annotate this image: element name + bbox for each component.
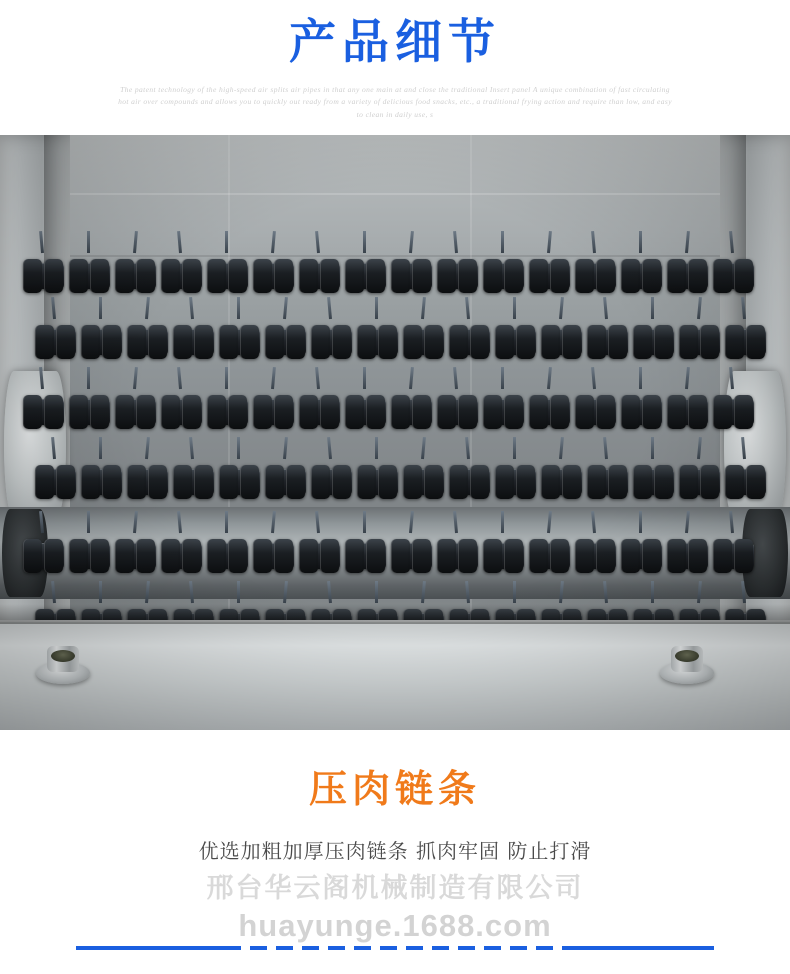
chain-link <box>574 527 618 583</box>
chain-roller <box>378 325 397 359</box>
chain-link <box>402 453 446 509</box>
chain-roller <box>458 395 477 429</box>
product-photo <box>0 135 790 730</box>
chain-spike <box>237 581 240 603</box>
chain-roller <box>228 539 247 573</box>
chain-link <box>632 453 676 509</box>
chain-link <box>724 453 768 509</box>
chain-link <box>712 247 756 303</box>
chain-roller <box>449 325 468 359</box>
chain-link <box>68 247 112 303</box>
chain-roller <box>35 465 54 499</box>
header-subtitle: The patent technology of the high-speed air splits air pipes in that any one main at and close the traditional Insert panel A unique combination of fast circulating hot air over compounds and allows you to quickly out ready from a variety of delicious food snacks, etc., a traditional frying action and require than low, and easy to clean in daily use, s <box>118 85 672 119</box>
chain-roller <box>23 539 42 573</box>
chain-link <box>390 247 434 303</box>
chain-roller <box>115 539 134 573</box>
chain-roller <box>642 259 661 293</box>
chain-spike <box>99 297 102 319</box>
caption-subtitle: 优选加粗加厚压肉链条 抓肉牢固 防止打滑 <box>198 839 592 864</box>
chain-roller <box>688 395 707 429</box>
chain-roller <box>366 395 385 429</box>
chain-link <box>218 453 262 509</box>
chain-link <box>126 453 170 509</box>
chain-link <box>402 313 446 369</box>
chain-link <box>482 527 526 583</box>
chain-spike <box>225 511 228 533</box>
chain-link <box>574 383 618 439</box>
chain-roller <box>470 465 489 499</box>
chain-spike <box>237 297 240 319</box>
chain-roller <box>633 465 652 499</box>
chain-roller <box>621 259 640 293</box>
chain-spike <box>87 511 90 533</box>
chain-link <box>574 247 618 303</box>
chain-roller <box>44 539 63 573</box>
rule-solid-right <box>566 946 714 950</box>
chain-roller <box>345 539 364 573</box>
chain-link <box>298 527 342 583</box>
chain-row <box>22 247 768 303</box>
chain-roller <box>495 465 514 499</box>
rule-dashed-center <box>224 946 566 950</box>
chain-link <box>620 247 664 303</box>
chain-roller <box>504 395 523 429</box>
chain-roller <box>391 395 410 429</box>
chain-roller <box>575 539 594 573</box>
chain-spike <box>501 511 504 533</box>
chain-roller <box>437 259 456 293</box>
chain-roller <box>35 325 54 359</box>
chain-link <box>80 313 124 369</box>
chain-row <box>22 453 768 509</box>
chain-roller <box>148 465 167 499</box>
chain-spike <box>87 231 90 253</box>
bearing-boss-right <box>660 644 714 684</box>
chain-roller <box>240 465 259 499</box>
chain-roller <box>642 395 661 429</box>
chain-roller <box>207 259 226 293</box>
chain-link <box>298 247 342 303</box>
chain-link <box>356 453 400 509</box>
chain-link <box>344 383 388 439</box>
chain-roller <box>654 325 673 359</box>
chain-roller <box>228 259 247 293</box>
chain-roller <box>412 395 431 429</box>
chain-roller <box>575 395 594 429</box>
chain-row <box>22 527 768 583</box>
chain-link <box>666 247 710 303</box>
chain-roller <box>575 259 594 293</box>
chain-link <box>678 453 722 509</box>
chain-roller <box>345 395 364 429</box>
chain-spike <box>651 581 654 603</box>
chain-roller <box>115 395 134 429</box>
chain-roller <box>253 539 272 573</box>
chain-link <box>620 383 664 439</box>
chain-roller <box>219 325 238 359</box>
chain-roller <box>102 325 121 359</box>
chain-link <box>114 383 158 439</box>
chain-link <box>390 527 434 583</box>
chain-link <box>264 453 308 509</box>
chain-roller <box>182 259 201 293</box>
chain-roller <box>424 465 443 499</box>
chain-link <box>482 383 526 439</box>
chain-roller <box>483 395 502 429</box>
chain-roller <box>529 395 548 429</box>
chain-link <box>586 453 630 509</box>
chain-link <box>712 527 756 583</box>
chain-roller <box>194 325 213 359</box>
chain-roller <box>182 395 201 429</box>
chain-link <box>436 527 480 583</box>
chain-roller <box>274 539 293 573</box>
bottom-rule <box>76 946 714 950</box>
chain-roller <box>541 325 560 359</box>
chain-spike <box>225 231 228 253</box>
chain-link <box>114 527 158 583</box>
chain-spike <box>639 511 642 533</box>
chain-spike <box>501 367 504 389</box>
caption-title: 压肉链条 <box>308 767 481 812</box>
chain-roller <box>69 395 88 429</box>
chain-roller <box>182 539 201 573</box>
chain-link <box>68 527 112 583</box>
chain-roller <box>69 259 88 293</box>
chain-link <box>34 313 78 369</box>
chain-roller <box>654 465 673 499</box>
chain-link <box>172 313 216 369</box>
chain-roller <box>90 395 109 429</box>
chain-roller <box>136 395 155 429</box>
chain-roller <box>495 325 514 359</box>
chain-link <box>390 383 434 439</box>
chain-link <box>206 247 250 303</box>
chain-roller <box>550 539 569 573</box>
chain-link <box>494 453 538 509</box>
chain-link <box>310 313 354 369</box>
chain-roller <box>587 325 606 359</box>
chain-roller <box>253 259 272 293</box>
chain-roller <box>529 259 548 293</box>
chain-row <box>22 383 768 439</box>
chain-roller <box>550 395 569 429</box>
chain-link <box>436 247 480 303</box>
chain-spike <box>225 367 228 389</box>
chain-link <box>310 453 354 509</box>
chain-roller <box>320 539 339 573</box>
chain-roller <box>516 325 535 359</box>
chain-roller <box>366 259 385 293</box>
chain-link <box>436 383 480 439</box>
chain-link <box>620 527 664 583</box>
chain-roller <box>44 395 63 429</box>
chain-spike <box>375 297 378 319</box>
chain-roller <box>449 465 468 499</box>
chain-roller <box>320 395 339 429</box>
chain-link <box>218 313 262 369</box>
chain-spike <box>363 231 366 253</box>
chain-roller <box>667 539 686 573</box>
chain-link <box>172 453 216 509</box>
chain-roller <box>56 325 75 359</box>
chain-roller <box>667 395 686 429</box>
chain-spike <box>513 297 516 319</box>
chain-link <box>252 383 296 439</box>
chain-roller <box>345 259 364 293</box>
chain-roller <box>403 325 422 359</box>
chain-roller <box>81 325 100 359</box>
chain-roller <box>207 539 226 573</box>
chain-roller <box>194 465 213 499</box>
chain-spike <box>375 437 378 459</box>
chain-roller <box>688 259 707 293</box>
chain-roller <box>148 325 167 359</box>
chain-roller <box>412 259 431 293</box>
chain-roller <box>161 395 180 429</box>
chain-link <box>494 313 538 369</box>
chain-roller <box>240 325 259 359</box>
chain-roller <box>746 465 765 499</box>
chain-link <box>482 247 526 303</box>
chain-roller <box>56 465 75 499</box>
watermark-site: huayunge.1688.com <box>238 908 552 943</box>
chain-roller <box>437 395 456 429</box>
chain-link <box>252 247 296 303</box>
chain-spike <box>363 367 366 389</box>
page-title: 产品细节 <box>289 15 501 70</box>
chain-link <box>448 453 492 509</box>
chain-link <box>34 453 78 509</box>
chain-roller <box>299 259 318 293</box>
chain-roller <box>562 465 581 499</box>
chain-roller <box>541 465 560 499</box>
chain-roller <box>608 325 627 359</box>
chain-spike <box>513 437 516 459</box>
caption-block <box>0 730 790 864</box>
chain-roller <box>127 465 146 499</box>
chain-link <box>80 453 124 509</box>
chain-spike <box>513 581 516 603</box>
chain-roller <box>265 325 284 359</box>
chain-roller <box>299 539 318 573</box>
chain-link <box>264 313 308 369</box>
chain-roller <box>161 539 180 573</box>
chain-roller <box>725 465 744 499</box>
chain-roller <box>23 395 42 429</box>
chain-link <box>344 247 388 303</box>
chain-link <box>540 453 584 509</box>
chain-roller <box>596 259 615 293</box>
chain-roller <box>412 539 431 573</box>
chain-roller <box>403 465 422 499</box>
chain-spike <box>237 437 240 459</box>
chain-roller <box>161 259 180 293</box>
page-header <box>0 0 790 121</box>
photo-canvas <box>0 135 790 730</box>
chain-roller <box>332 465 351 499</box>
chain-roller <box>713 395 732 429</box>
chain-roller <box>700 325 719 359</box>
chain-roller <box>504 259 523 293</box>
chain-roller <box>23 259 42 293</box>
chain-roller <box>311 325 330 359</box>
chain-roller <box>299 395 318 429</box>
chain-link <box>22 247 66 303</box>
chain-roller <box>458 539 477 573</box>
chain-link <box>632 313 676 369</box>
chain-roller <box>633 325 652 359</box>
chain-roller <box>127 325 146 359</box>
watermark-company: 邢台华云阁机械制造有限公司 <box>206 873 584 904</box>
chain-roller <box>725 325 744 359</box>
chain-link <box>528 247 572 303</box>
chain-roller <box>219 465 238 499</box>
chain-link <box>126 313 170 369</box>
chain-link <box>724 313 768 369</box>
chain-spike <box>363 511 366 533</box>
chain-roller <box>286 325 305 359</box>
chain-roller <box>357 465 376 499</box>
chain-roller <box>265 465 284 499</box>
chain-link <box>344 527 388 583</box>
chain-roller <box>357 325 376 359</box>
chain-roller <box>391 259 410 293</box>
chain-roller <box>311 465 330 499</box>
chain-roller <box>274 259 293 293</box>
chain-link <box>22 383 66 439</box>
chain-link <box>206 383 250 439</box>
chain-link <box>528 383 572 439</box>
wall-seam-upper <box>0 193 790 195</box>
chain-roller <box>562 325 581 359</box>
chain-roller <box>320 259 339 293</box>
chain-roller <box>679 325 698 359</box>
chain-link <box>448 313 492 369</box>
chain-roller <box>596 539 615 573</box>
chain-roller <box>69 539 88 573</box>
chain-link <box>160 247 204 303</box>
chain-link <box>356 313 400 369</box>
chain-roller <box>44 259 63 293</box>
chain-roller <box>621 539 640 573</box>
chain-roller <box>550 259 569 293</box>
chain-roller <box>437 539 456 573</box>
chain-link <box>160 527 204 583</box>
chain-roller <box>173 465 192 499</box>
chain-roller <box>286 465 305 499</box>
chain-roller <box>115 259 134 293</box>
chain-roller <box>253 395 272 429</box>
chain-roller <box>470 325 489 359</box>
chain-roller <box>458 259 477 293</box>
chain-roller <box>102 465 121 499</box>
chain-roller <box>332 325 351 359</box>
chain-roller <box>688 539 707 573</box>
chain-roller <box>608 465 627 499</box>
chain-roller <box>713 259 732 293</box>
chain-roller <box>713 539 732 573</box>
chain-roller <box>173 325 192 359</box>
chain-roller <box>679 465 698 499</box>
chain-roller <box>207 395 226 429</box>
chain-roller <box>483 539 502 573</box>
chain-roller <box>483 259 502 293</box>
chain-roller <box>391 539 410 573</box>
chain-roller <box>700 465 719 499</box>
chain-link <box>678 313 722 369</box>
chain-roller <box>90 539 109 573</box>
chain-roller <box>621 395 640 429</box>
chain-link <box>206 527 250 583</box>
chain-spike <box>651 297 654 319</box>
lip-shadow <box>0 604 790 624</box>
chain-roller <box>366 539 385 573</box>
chain-roller <box>734 539 753 573</box>
chain-roller <box>516 465 535 499</box>
chain-link <box>528 527 572 583</box>
chain-link <box>160 383 204 439</box>
chain-roller <box>81 465 100 499</box>
chain-spike <box>639 367 642 389</box>
bearing-boss-left <box>36 644 90 684</box>
chain-roller <box>746 325 765 359</box>
chain-link <box>540 313 584 369</box>
chain-roller <box>642 539 661 573</box>
chain-roller <box>734 259 753 293</box>
chain-roller <box>587 465 606 499</box>
chain-roller <box>424 325 443 359</box>
chain-roller <box>596 395 615 429</box>
chain-spike <box>87 367 90 389</box>
chain-spike <box>99 437 102 459</box>
chain-link <box>666 383 710 439</box>
chain-roller <box>504 539 523 573</box>
chain-spike <box>99 581 102 603</box>
chain-roller <box>136 259 155 293</box>
chain-link <box>666 527 710 583</box>
chain-link <box>712 383 756 439</box>
chain-row <box>22 313 768 369</box>
chain-spike <box>639 231 642 253</box>
chain-spike <box>375 581 378 603</box>
rule-solid-left <box>76 946 224 950</box>
chain-link <box>252 527 296 583</box>
chain-link <box>22 527 66 583</box>
chain-roller <box>136 539 155 573</box>
chain-link <box>68 383 112 439</box>
chain-roller <box>667 259 686 293</box>
chain-roller <box>529 539 548 573</box>
chain-spike <box>651 437 654 459</box>
chain-roller <box>228 395 247 429</box>
chain-link <box>114 247 158 303</box>
chain-roller <box>274 395 293 429</box>
chain-link <box>586 313 630 369</box>
chain-roller <box>734 395 753 429</box>
chain-roller <box>90 259 109 293</box>
chain-spike <box>501 231 504 253</box>
chain-link <box>298 383 342 439</box>
chain-roller <box>378 465 397 499</box>
